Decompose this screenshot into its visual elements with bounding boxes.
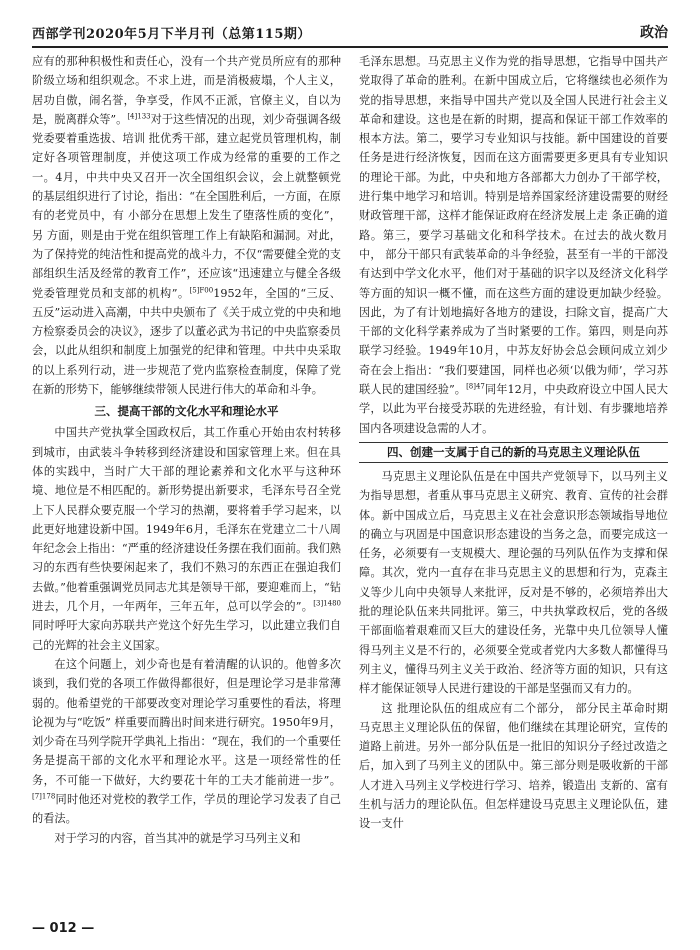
journal-title: 西部学刊2020年5月下半月刊（总第115期） xyxy=(32,27,311,42)
paragraph: 这 批理论队伍的组成应有二个部分， 部分民主革命时期马克思主义理论队伍的保留，他们继续在其理论研究，宣传的道路上前进。另外一部分队伍是一批旧的知识分子经过改造之后，加入到了马列主义的团队中。第三部分则是吸收新的干部人才进入马列主义学校进行学习、培养，锻造出 支新的、富有生机与活力的理论队伍。但怎样建设马克思主义理论队伍，建设一支什 xyxy=(359,701,668,831)
section-heading: 三、提高干部的文化水平和理论水平 xyxy=(94,404,279,419)
text-run: 中国共产党执掌全国政权后，其工作重心开始由农村转移到城市，由武装斗争转移到经济建设和国家管理上来。但在具体的实践中，当时广大干部的理论素养和文化水平与这种环境、地位是不相匹配的。新形势提出新要求，毛泽东号召全党上下人民群众要克服一个学习的热潮，要将着手学习起来，以此更好地建设新中国。1949年6月，毛泽东在党建立二十八周年纪念会上指出：“严重的经济建设任务摆在我们面前。我们熟习的东西有些快要闲起来了，我们不熟习的东西正在强迫我们去做。”他着重强调党员同志尤其是领导干部，要迎难而上，“钻进去，几个月，一年两年，三年五年，总可以学会的”。 xyxy=(32,426,341,614)
paragraph xyxy=(32,655,341,829)
paragraph: 马克思主义理论队伍是在中国共产党领导下，以马列主义为指导思想，者重从事马克思主义研究、教育、宣传的社会群体。新中国成立后，马克思主义在社会意识形态领域指导地位的确立与巩固是中国意识形态建设的当务之急，而要完成这一任务，必须要有一支规模大、理论强的马列队伍作为支撑和保障。其次，党内一直存在非马克思主义的思想和行为，克森主义等少儿向中央领导人来批评，反对是不够的，必须培养出大批的理论队伍来共同批评。第三，中共执掌政权后，党的各级干部面临着艰难而又巨大的建设任务，光靠中央几位领导人懂得马列主义是不行的，必须要全党或者党内大多数人都懂得马列主义，懂得马列主义关于政治、经济等方面的知识，只有这样才能保证领导人民进行建设的干部是坚强而又有力的。 xyxy=(359,469,668,696)
paragraph: 对于学习的内容，首当其冲的就是学习马列主义和 xyxy=(54,831,301,845)
text-run: 1952年，全国的“三反、五反”运动进入高潮，中共中央颁布了《关于成立党的中央和地方检察委员会的决议》，逐步了以董必武为书记的中央监察委员会，以此从组织和制度上加强党的纪律和管理。中共中央采取的以上系列行动，进一步规范了党内监察检查制度，保障了党在新的形势下，能够继续带领人民进行伟大的革命和斗争。 xyxy=(32,286,341,397)
text-run: 应有的那种积极性和责任心，没有一个共产党员所应有的那种阶级立场和组织观念。不求上进，而是消极疲塌，个人主义，居功自傲，闹名誉，争享受，作风不正派，官僚主义，自以为是，脱离群众等”。 xyxy=(32,55,341,126)
paragraph xyxy=(32,423,341,655)
text-run: 毛泽东思想。马克思主义作为党的指导思想，它指导中国共产党取得了革命的胜利。在新中国成立后，它将继续也必须作为党的指导思想，来指导中国共产党以及全国人民进行社会主义革命和建设。这也是在新的时期，提高和保证干部工作效率的根本方法。第二，要学习专业知识与技能。新中国建设的首要任务是进行经济恢复，因而在这方面需要更多更具有专业知识的理论干部。为此，中央和地方各部都大力创办了干部学校，进行集中地学习和培训。特别是培养国家经济建设需要的财经财政管理干部，这样才能保证政府在经济发展上走 条正确的道路。第三，要学习基础文化和科学技术。在过去的战火数月中， 部分干部只有武装革命的斗争经验，甚至有一半的干部没有达到中学文化水平，他们对于基础的识字以及经济文化科学等方面的知识一概不懂，而在这些方面的建设更加缺少经验。因此，为了有计划地搞好各地方的建设，扫除文盲，提高广大干部的文化科学素养成为了当时紧要的工作。第四，则是向苏联学习经验。1949年10月，中苏友好协会总会顾问成立刘少奇在会上指出：“我们要建国，同样也必须‘以俄为师’，学习苏联人民的建国经验”。 xyxy=(359,55,668,397)
section-heading: 四、创建一支属于自己的新的马克思主义理论队伍 xyxy=(359,442,668,463)
paragraph xyxy=(32,52,341,399)
citation: [7]178 xyxy=(32,792,56,801)
citation: [8]47 xyxy=(466,382,485,391)
left-column xyxy=(32,52,341,910)
right-column xyxy=(359,52,668,910)
text-run: 同时他还对党校的教学工作，学员的理论学习发表了自己的看法。 xyxy=(32,792,341,826)
article-body xyxy=(32,52,668,910)
section-label: 政治 xyxy=(640,25,668,41)
page-header xyxy=(32,16,668,48)
text-run: 在这个问题上，刘少奇也是有着清醒的认识的。他曾多次谈到，我们党的各项工作做得都很好，但是理论学习是非常薄弱的。他希望党的干部要改变对理论学习重要性的看法，将理论视为与“吃饭” 样重要而腾出时间来进行研究。1950年9月，刘少奇在马列学院开学典礼上指出：“现在，我们的一个重要任务是提高干部的文化水平和理论水平。这是一项经常性的任务，不可能一下做好，大约要花十年的工夫才能前进一步”。 xyxy=(32,657,341,787)
text-run: 同年12月，中央政府设立中国人民大学，以此为平台接受苏联的先进经验，有计划、有步骤地培养国内各项建设急需的人才。 xyxy=(359,383,668,435)
paragraph xyxy=(359,52,668,438)
text-run: 同时呼吁大家向苏联共产党这个好先生学习，以此建立我们自己的光辉的社会主义国家。 xyxy=(32,619,341,652)
page-number: — 012 — xyxy=(32,921,95,936)
citation: [5]F00 xyxy=(189,285,214,294)
citation: [4]133 xyxy=(127,112,151,121)
text-run: 对于这些情况的出现，刘少奇强调各级党委要着重选拔、培训 批优秀干部，建立起党员管理机构，制定好各项管理制度，并使这项工作成为经常的重要的工作之一。4月，中共中央又召开一次全国组织会议，会上就整顿党的基层组织进行了讨论，指出：“在全国胜利后，一方面，在原有的老党员中，有 小部分在思想上发生了堕落性质的变化”，另 方面，则是由于党在组织管理工作上有缺陷和漏洞。对此，为了保持党的纯洁性和提高党的战斗力，不仅“需要健全党的支部组织生活及经常的教育工作”，还应该“迅速建立与健全各级党委管理党员和支部的机构”。 xyxy=(32,112,341,300)
citation: [3]1480 xyxy=(313,599,341,608)
